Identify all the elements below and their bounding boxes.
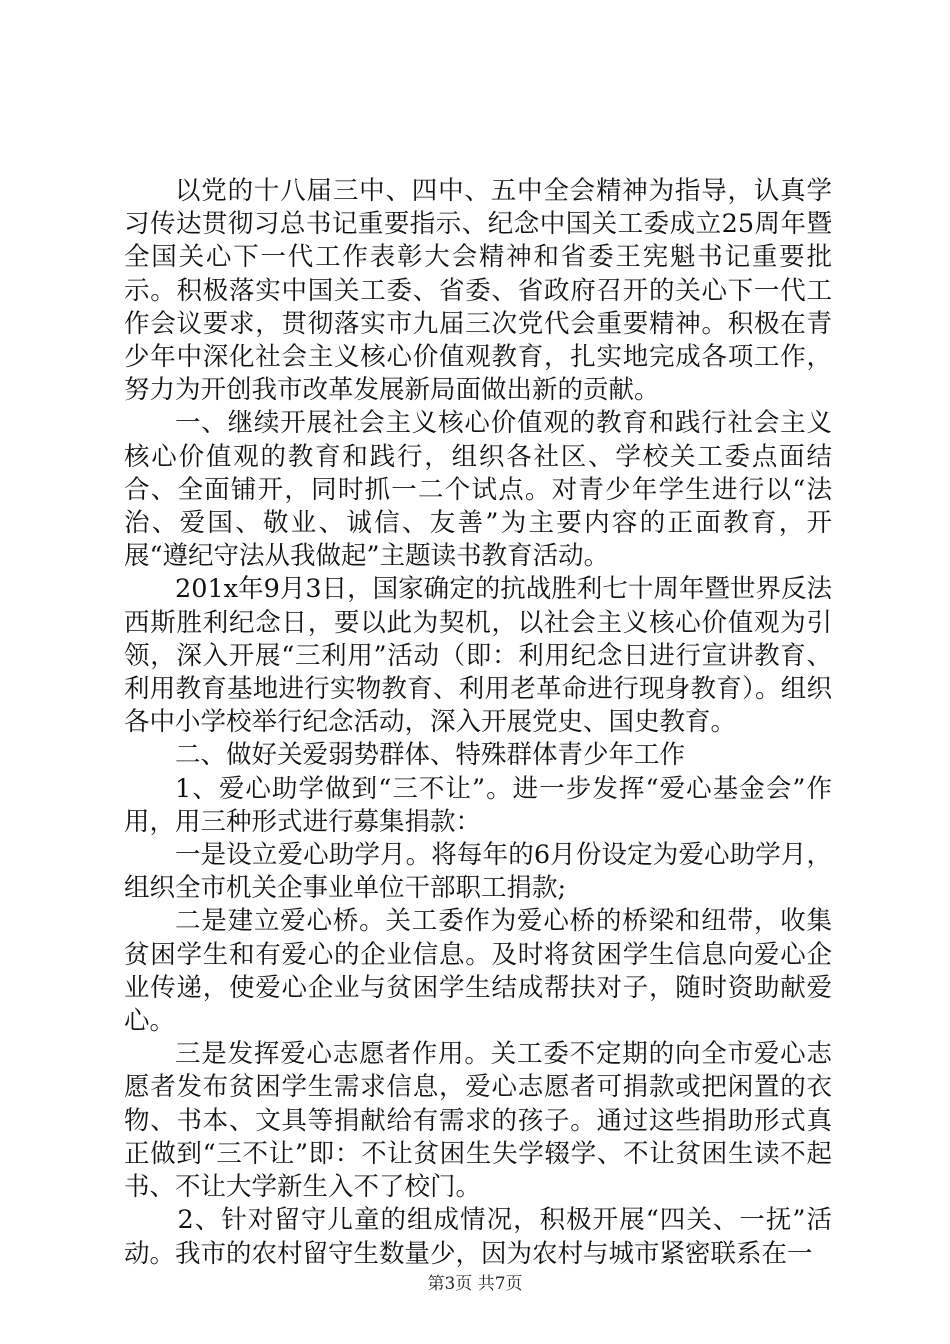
paragraph-volunteers: 三是发挥爱心志愿者作用。关工委不定期的向全市爱心志愿者发布贫困学生需求信息，爱心志愿者可捐款或把闲置的衣物、书本、文具等捐献给有需求的孩子。通过这些捐助形式真正做到“三不让”即：不让贫困生失学辍学、不让贫困生读不起书、不让大学新生入不了校门。 xyxy=(124,1039,832,1203)
paragraph-section-two-heading: 二、做好关爱弱势群体、特殊群体青少年工作 xyxy=(175,740,686,771)
document-body xyxy=(124,175,832,1271)
paragraph-charity-month: 一是设立爱心助学月。将每年的6月份设定为爱心助学月，组织全市机关企事业单位干部职工捐款; xyxy=(124,840,832,904)
paragraph-section-one: 一、继续开展社会主义核心价值观的教育和践行社会主义核心价值观的教育和践行，组织各社区、学校关工委点面结合、全面铺开，同时抓一二个试点。对青少年学生进行以“法治、爱国、敬业、诚信、友善”为主要内容的正面教育，开展“遵纪守法从我做起”主题读书教育活动。 xyxy=(124,408,832,572)
page-number-footer: 第3页 共7页 xyxy=(427,1274,523,1294)
paragraph-anniversary: 201x年9月3日，国家确定的抗战胜利七十周年暨世界反法西斯胜利纪念日，要以此为契机，以社会主义核心价值观为引领，深入开展“三利用”活动（即：利用纪念日进行宣讲教育、利用教育基地进行实物教育、利用老革命进行现身教育）。组织各中小学校举行纪念活动，深入开展党史、国史教育。 xyxy=(124,574,832,738)
paragraph-left-behind-children: 2、针对留守儿童的组成情况，积极开展“四关、一抚”活动。我市的农村留守生数量少，因为农村与城市紧密联系在一 xyxy=(124,1205,832,1269)
paragraph-charity-intro: 1、爱心助学做到“三不让”。进一步发挥“爱心基金会”作用，用三种形式进行募集捐款： xyxy=(124,773,832,837)
paragraph-charity-bridge: 二是建立爱心桥。关工委作为爱心桥的桥梁和纽带，收集贫困学生和有爱心的企业信息。及时将贫困学生信息向爱心企业传递，使爱心企业与贫困学生结成帮扶对子，随时资助献爱心。 xyxy=(124,906,832,1037)
paragraph-intro: 以党的十八届三中、四中、五中全会精神为指导，认真学习传达贯彻习总书记重要指示、纪念中国关工委成立25周年暨全国关心下一代工作表彰大会精神和省委王宪魁书记重要批示。积极落实中国关工委、省委、省政府召开的关心下一代工作会议要求，贯彻落实市九届三次党代会重要精神。积极在青少年中深化社会主义核心价值观教育，扎实地完成各项工作，努力为开创我市改革发展新局面做出新的贡献。 xyxy=(124,176,832,406)
